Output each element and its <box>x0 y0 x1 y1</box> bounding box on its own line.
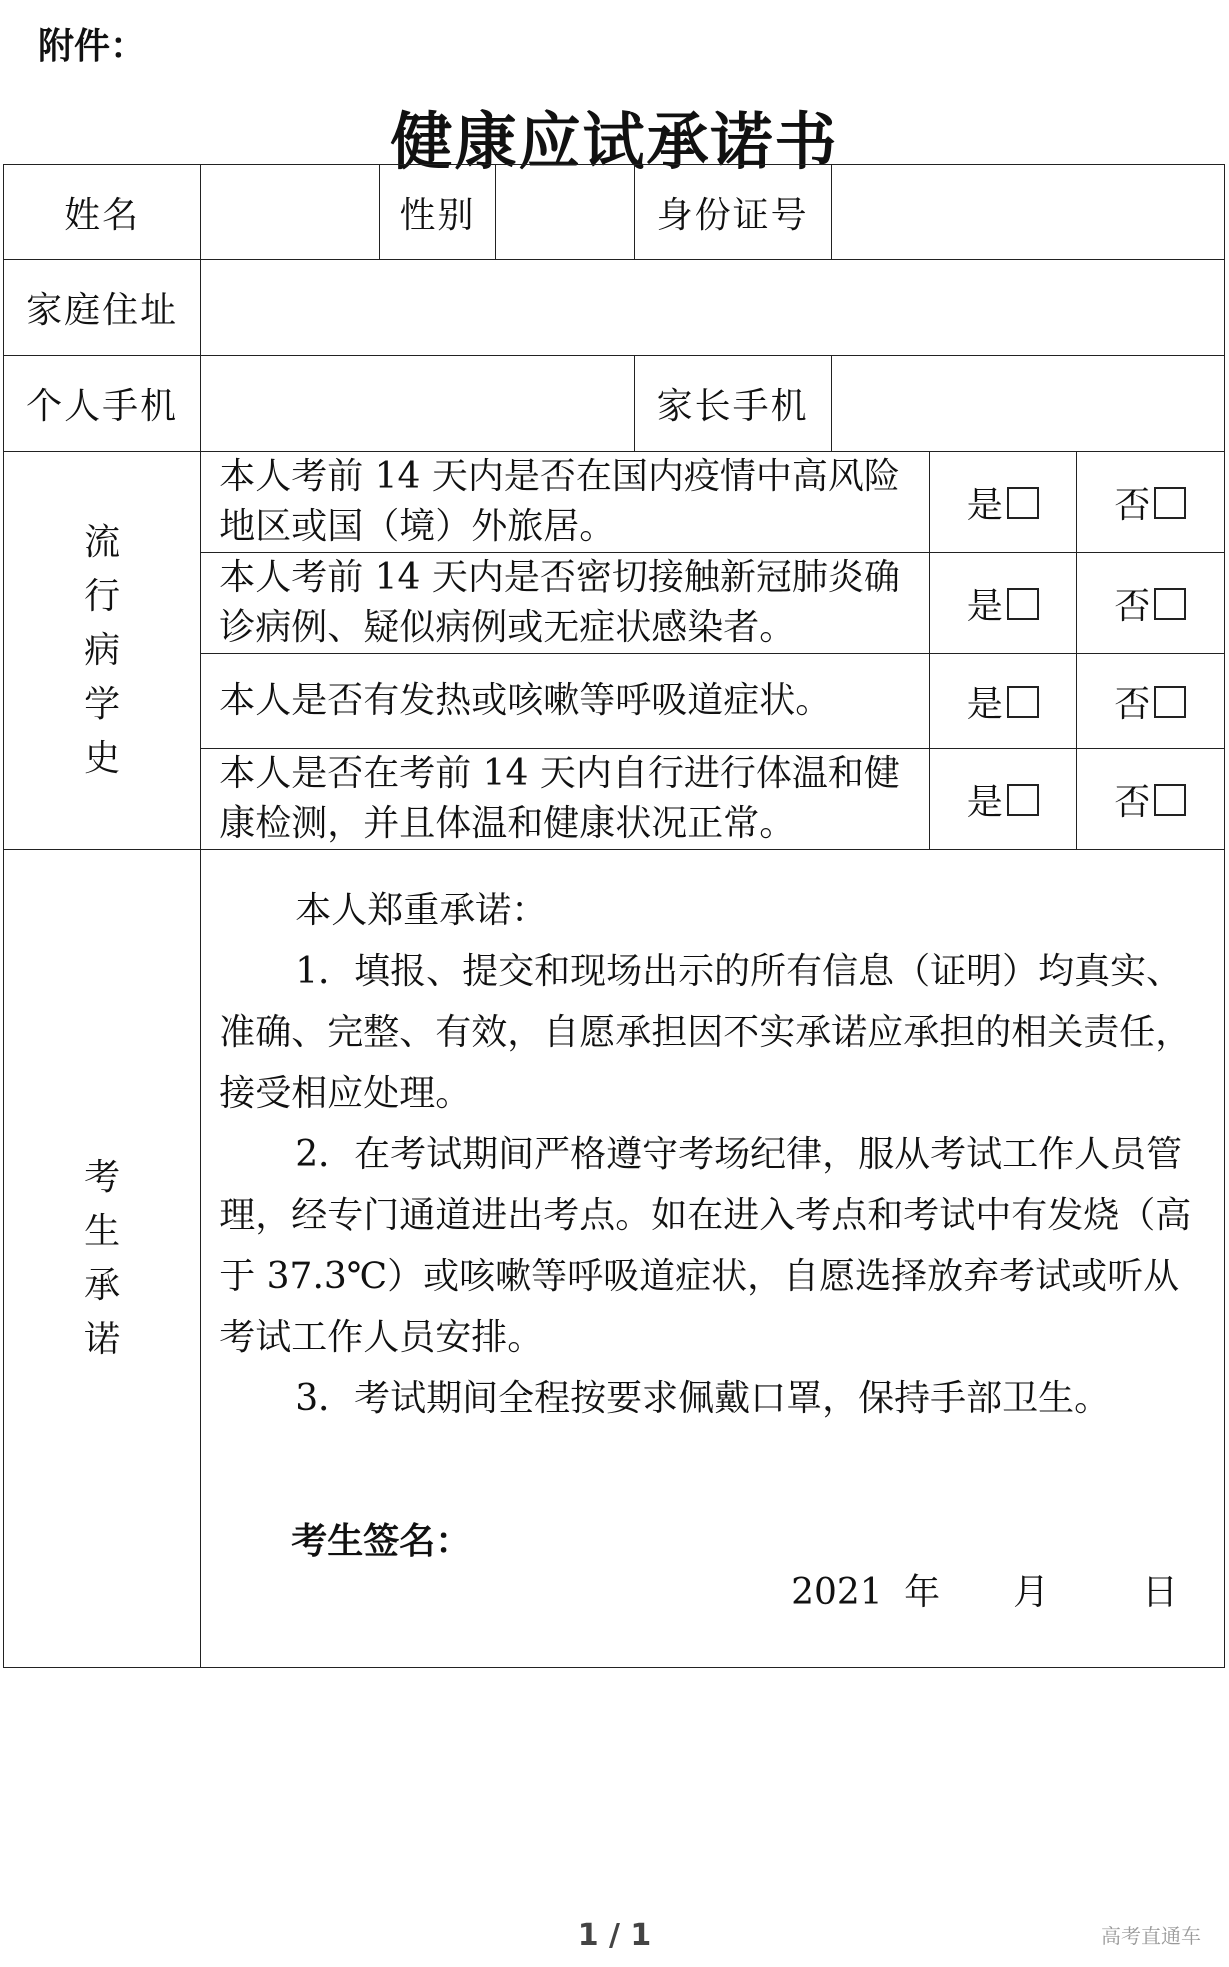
no-label: 否 <box>1114 683 1151 725</box>
date-month: 月 <box>1013 1572 1050 1613</box>
yes-label: 是 <box>966 484 1003 526</box>
health-commitment-form <box>3 164 1225 1668</box>
no-option[interactable] <box>1076 452 1224 553</box>
no-checkbox[interactable] <box>1154 588 1186 620</box>
epidemiology-history-label <box>4 452 201 850</box>
question-text: 本人是否在考前 14 天内自行进行体温和健康检测，并且体温和健康状况正常。 <box>201 749 930 850</box>
watermark: 高考直通车 <box>1101 1924 1201 1948</box>
no-option[interactable] <box>1076 749 1224 850</box>
candidate-commitment-label <box>4 850 201 1668</box>
id-number-label: 身份证号 <box>634 165 831 260</box>
name-label: 姓名 <box>4 165 201 260</box>
label-char: 史 <box>84 737 121 779</box>
yes-checkbox[interactable] <box>1007 487 1039 519</box>
row-basic-info <box>4 165 1225 260</box>
commitment-item: 3．考试期间全程按要求佩戴口罩，保持手部卫生。 <box>295 1378 1111 1419</box>
mobile-label: 个人手机 <box>4 356 201 452</box>
yes-label: 是 <box>966 683 1003 725</box>
row-phones <box>4 356 1225 452</box>
label-char: 考 <box>84 1156 121 1198</box>
commitment-intro: 本人郑重承诺： <box>295 890 548 931</box>
yes-label: 是 <box>966 585 1003 627</box>
no-checkbox[interactable] <box>1154 784 1186 816</box>
no-label: 否 <box>1114 484 1151 526</box>
label-char: 生 <box>84 1210 121 1252</box>
date-day: 日 <box>1141 1572 1178 1613</box>
label-char: 行 <box>84 575 121 617</box>
id-number-field[interactable] <box>831 165 1224 260</box>
address-label: 家庭住址 <box>4 260 201 356</box>
yes-checkbox[interactable] <box>1007 784 1039 816</box>
mobile-field[interactable] <box>201 356 634 452</box>
no-checkbox[interactable] <box>1154 686 1186 718</box>
yes-option[interactable] <box>929 654 1076 749</box>
commitment-content <box>201 850 1225 1668</box>
date-line <box>791 1564 1178 1615</box>
parent-mobile-field[interactable] <box>831 356 1224 452</box>
no-option[interactable] <box>1076 654 1224 749</box>
no-label: 否 <box>1114 585 1151 627</box>
no-checkbox[interactable] <box>1154 487 1186 519</box>
yes-checkbox[interactable] <box>1007 686 1039 718</box>
gender-label: 性别 <box>379 165 496 260</box>
label-char: 承 <box>84 1264 121 1306</box>
yes-checkbox[interactable] <box>1007 588 1039 620</box>
question-text: 本人考前 14 天内是否密切接触新冠肺炎确诊病例、疑似病例或无症状感染者。 <box>201 553 930 654</box>
label-char: 流 <box>84 521 121 563</box>
label-char: 诺 <box>84 1318 121 1360</box>
page-title: 健康应试承诺书 <box>390 105 839 178</box>
parent-mobile-label: 家长手机 <box>634 356 831 452</box>
no-label: 否 <box>1114 781 1151 823</box>
yes-label: 是 <box>966 781 1003 823</box>
label-char: 学 <box>84 683 121 725</box>
question-text: 本人是否有发热或咳嗽等呼吸道症状。 <box>201 654 930 749</box>
name-field[interactable] <box>201 165 379 260</box>
date-year: 2021 年 <box>791 1572 941 1613</box>
commitment-item: 2．在考试期间严格遵守考场纪律，服从考试工作人员管理，经专门通道进出考点。如在进入考点和考试中有发烧（高于 37.3℃）或咳嗽等呼吸道症状，自愿选择放弃考试或听从考试工作人员安排。 <box>219 1134 1192 1358</box>
label-char: 病 <box>84 629 121 671</box>
row-commitment <box>4 850 1225 1668</box>
page-number: 1 / 1 <box>577 1918 652 1953</box>
no-option[interactable] <box>1076 553 1224 654</box>
yes-option[interactable] <box>929 452 1076 553</box>
attachment-label: 附件： <box>38 26 147 67</box>
commitment-text <box>201 850 1224 1429</box>
gender-field[interactable] <box>496 165 634 260</box>
yes-option[interactable] <box>929 749 1076 850</box>
commitment-item: 1．填报、提交和现场出示的所有信息（证明）均真实、准确、完整、有效，自愿承担因不实承诺应承担的相关责任，接受相应处理。 <box>219 951 1192 1114</box>
yes-option[interactable] <box>929 553 1076 654</box>
question-text: 本人考前 14 天内是否在国内疫情中高风险地区或国（境）外旅居。 <box>201 452 930 553</box>
row-address <box>4 260 1225 356</box>
signature-label: 考生签名： <box>291 1521 472 1562</box>
epidemiology-row-1 <box>4 452 1225 553</box>
address-field[interactable] <box>201 260 1225 356</box>
